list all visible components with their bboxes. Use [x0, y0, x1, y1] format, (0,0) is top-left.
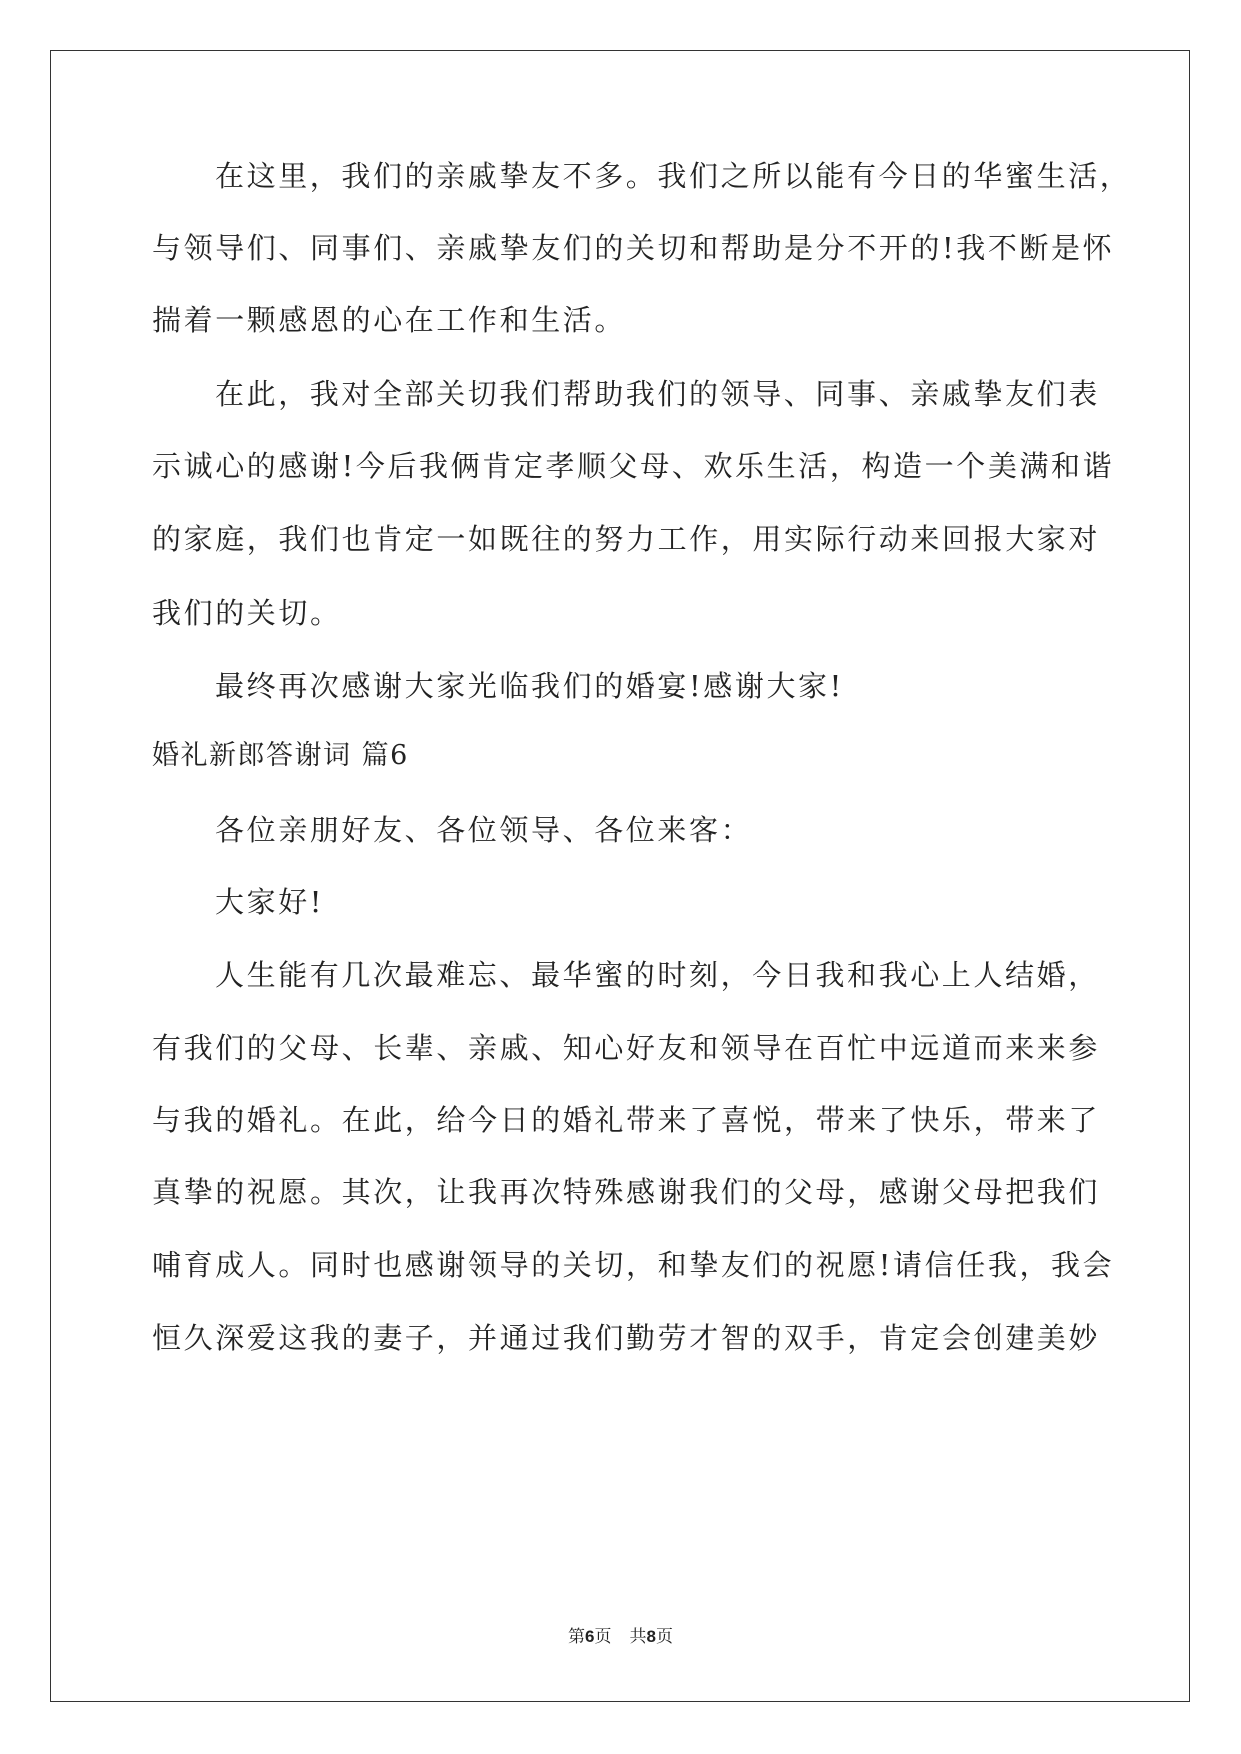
paragraph-line: 揣着一颗感恩的心在工作和生活。	[152, 303, 627, 337]
paragraph-line: 真挚的祝愿。其次，让我再次特殊感谢我们的父母，感谢父母把我们	[152, 1175, 1101, 1209]
greeting-line: 大家好!	[215, 885, 325, 919]
page-prefix: 第	[568, 1627, 586, 1647]
paragraph-line: 我们的关切。	[152, 596, 342, 630]
section-heading: 婚礼新郎答谢词 篇6	[152, 740, 409, 771]
paragraph-line: 与领导们、同事们、亲戚挚友们的关切和帮助是分不开的!我不断是怀	[152, 231, 1115, 265]
paragraph-line: 在这里，我们的亲戚挚友不多。我们之所以能有今日的华蜜生活，	[215, 159, 1132, 193]
current-page-number: 6	[585, 1627, 595, 1646]
total-page-number: 8	[646, 1627, 656, 1646]
paragraph-line: 哺育成人。同时也感谢领导的关切，和挚友们的祝愿!请信任我，我会	[152, 1248, 1115, 1282]
page-border	[50, 50, 1190, 1702]
salutation-line: 各位亲朋好友、各位领导、各位来客：	[215, 813, 753, 847]
paragraph-line: 有我们的父母、长辈、亲戚、知心好友和领导在百忙中远道而来来参	[152, 1031, 1101, 1065]
paragraph-line: 最终再次感谢大家光临我们的婚宴!感谢大家!	[215, 669, 844, 703]
page-footer	[0, 1625, 1241, 1649]
paragraph-line: 与我的婚礼。在此，给今日的婚礼带来了喜悦，带来了快乐，带来了	[152, 1103, 1101, 1137]
total-prefix: 共	[629, 1627, 647, 1647]
paragraph-line: 的家庭，我们也肯定一如既往的努力工作，用实际行动来回报大家对	[152, 522, 1101, 556]
paragraph-line: 在此，我对全部关切我们帮助我们的领导、同事、亲戚挚友们表	[215, 377, 1100, 411]
paragraph-line: 恒久深爱这我的妻子，并通过我们勤劳才智的双手，肯定会创建美妙	[152, 1321, 1101, 1355]
paragraph-line: 示诚心的感谢!今后我俩肯定孝顺父母、欢乐生活，构造一个美满和谐	[152, 449, 1115, 483]
paragraph-line: 人生能有几次最难忘、最华蜜的时刻，今日我和我心上人结婚，	[215, 958, 1100, 992]
total-suffix: 页	[655, 1627, 673, 1647]
page-suffix: 页	[594, 1627, 612, 1647]
